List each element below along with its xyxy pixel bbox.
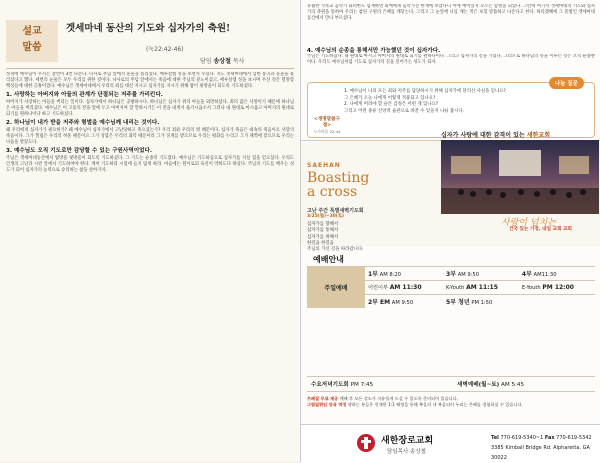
brand-big-line1: Boasting: [307, 170, 370, 186]
question-item: 그리고 어떤 종류 신앙적 습관으로 바꿀 수 있을지 나눠 봅시다.: [344, 108, 464, 114]
question-item: 2. 나에게 버려야 할 슬픈 감정은 어떤 게 있나요?: [344, 102, 439, 107]
church-name: 새한장로교회: [381, 436, 434, 446]
wednesday-prayer: 수요저녁기도회 PM 7:45: [311, 382, 374, 388]
question-item: 1. 예수님이 나의 모든 죄와 저주를 담당하시기 위해 십자가에 달리신 사실을 믿나요?: [344, 89, 506, 94]
table-cell: 4부 AM11:30: [519, 267, 595, 281]
caption-prefix: 십자가 사랑에 대한 감격이 있는: [441, 132, 525, 139]
table-cell: 어린이부 AM 11:30: [365, 281, 443, 295]
notice: [307, 396, 595, 408]
campaign-line: 십자가를 위해서: [307, 234, 339, 240]
caption-church: 새한교회: [526, 132, 550, 139]
section-body-2: 왜 우리에게 십자가가 필요한가? 왜 예수님이 십자가에서 고난당하고 죽으셨는가? 우리 죄와 우리의 병 때문이다. 십자가 죽음은 대속의 죽음이요 사랑의 죽음이다. 그가 찔림은 우리의 허물 때문이요 그가 상함은 우리의 죄악 때문이라 그가 징계를 받으므로 우리는 평화를 누리고 그가 채찍에 맞으므로 우리는 나음을 받았도다.: [6, 128, 294, 145]
sermon-badge-line1: 설교: [22, 26, 42, 37]
section-heading-4: 4. 예수님의 순종을 통해서만 가능했던 것이 십자가다.: [307, 48, 441, 54]
campaign-line: 십자가를 향해서: [307, 222, 339, 227]
campaign-info: [307, 208, 437, 221]
table-cell: 3부 AM 9:50: [443, 267, 519, 281]
verse-ref: 누가복음 22:44: [313, 129, 341, 134]
sunday-label: 주일예배: [307, 267, 365, 309]
author-label: 담임: [200, 58, 212, 65]
section-body-4: 주님은 기도하셨다. 내 원대로 마시고 아버지의 원대로 되기를 원하나이다. 그리고 십자가의 길을 가셨다. 그러므로 하나님의 뜻을 이루는 것은 오직 순종뿐이다. 우리도 예수님처럼 기도로 십자가의 길을 걸어가는 성도가 되자.: [307, 54, 595, 65]
table-cell: E-Youth PM 12:00: [519, 281, 595, 295]
sermon-reference: (눅22:42-46): [146, 46, 184, 53]
notice-line-2: 그립알뤼임 앙육 역정 행하는 분들은 헌재한 1:1 해정을 통해 복음의 내 복음되어 누리는 은혜를 경험하실 수 있습니다.: [307, 402, 523, 407]
author-name: 송상철: [213, 58, 231, 65]
table-cell: 5부 청년 PM 1:50: [443, 295, 519, 309]
question-item: 그 은혜가 오늘 나에게 어떻게 적용되고 있나요?: [344, 95, 436, 101]
author-suffix: 목사: [232, 58, 245, 65]
worship-title: 예배안내: [313, 255, 344, 264]
table-row: [307, 267, 595, 281]
campaign-script-sub: 건국 있는 가정, 내일 교회 교회: [509, 227, 572, 232]
table-cell: [519, 295, 595, 309]
worship-photo: [441, 140, 599, 214]
campaign-line: 주님의 가신 길을 따라갑니다.: [307, 247, 364, 253]
verse-stamp: [312, 117, 342, 135]
section-heading-3: 3. 예수님도 오직 기도로만 감당할 수 있는 구원사역이었다.: [6, 148, 153, 154]
table-cell: 2부 EM AM 9:50: [365, 295, 443, 309]
verse-label: <생명말씀구절>: [313, 117, 341, 128]
church-footer: [301, 424, 600, 463]
sermon-author: [200, 56, 244, 65]
church-pastor: 담임목사 송상철: [387, 449, 426, 455]
campaign-script: 사랑이 넘치는: [501, 218, 557, 228]
title-divider: [6, 68, 294, 69]
contact-phone: Tel 770-619-5340~1 Fax 770-619-5342: [491, 435, 592, 441]
dawn-prayer: 새벽예배(월~토) AM 5:45: [457, 382, 525, 388]
sermon-body: [6, 72, 294, 458]
campaign-line: 십자가를 통해서: [307, 228, 339, 234]
question-list: [344, 89, 584, 115]
campaign-lines: [307, 222, 437, 253]
church-contact: [491, 433, 600, 463]
questions-badge: 나눔 질문: [549, 77, 584, 89]
right-column: [301, 0, 600, 462]
church-logo-icon: [357, 434, 375, 452]
campaign-date: 3/25(월)~30(토): [307, 214, 345, 220]
sermon-badge: [6, 20, 58, 62]
sermon-continued: 유월한 가족교 음악가 화려한도 엄재하면 외에에게 음악가진 한계에 보았다니 이에 예어있지 모르는 할렐을 되었다. 그런데 여기서 겟세마네의 기도와 십자가의 축원을 통하여 우리는 참된 구원의 은혜를 깨닫는다. 그리고 그 눈앞에 나를 깨는 적은 보혈 말씀하고 나온다고 한다. 하리겠혜에 그 꼴밤인 겟세마네 동산에서 만나 부르셨다.: [307, 4, 595, 21]
section-body-3: 주님은 겟세마네동산에서 땀방울 핏방울이 되도록 기도하셨다. 그 기도는 순종의 기도였다. 예수님은 기도하심으로 십자가를 지실 힘을 얻으셨다. 우리도 인생의 고난과 시련 앞에서 기도하여야 한다. 깨어 기도하라 시험에 들지 않게 하라. 마음에는 원이로되 육신이 약하도다 하셨다. 주님의 기도를 배우는 성도가 되어 십자가의 능력으로 승리하는 삶을 살아가자.: [6, 156, 294, 173]
worship-schedule-table: [307, 266, 595, 308]
section-heading-1: 1. 사랑하는 아버지와 아들의 관계가 단절되는 저주를 가리킨다.: [6, 92, 163, 98]
notice-line-1: 프폐잘 무료 제공 예배 후 모든 성도가 자유롭게 드실 수 있도록 준비되어 있습니다.: [307, 396, 459, 401]
campaign-line: 한걸음 한걸음: [307, 240, 334, 246]
sermon-badge-line2: 말씀: [22, 42, 42, 53]
worship-photo-image: [441, 140, 599, 214]
contact-address: 3385 Kimball Bridge Rd. Alpharetta, GA 30022: [491, 445, 590, 461]
sermon-title: 겟세마네 동산의 기도와 십자가의 축원!: [66, 23, 231, 34]
brand-big-line2: a cross: [307, 184, 358, 200]
section-body-1: 아버지가 사랑하는 아들을 버리는 일이다. 십자가에서 하나님은 공평하시다. 하나님은 십자가 위의 아들을 외면하셨다. 죄의 값은 사망이기 때문에 하나님은 아들을 버리셨다. 예수님은 이 고통의 잔을 앞에 두고 아버지여 할 만하시거든 이 잔을 내게서 옮기시옵소서 그러나 내 원대로 마시옵고 아버지의 원대로 되기를 원하나이다 하고 기도하셨다.: [6, 100, 294, 117]
sermon-intro: 성경에 예수님이 우시는 장면이 3번 나온다. 나사로 무덤 앞에서 눈물을 흘리셨다. 예루살렘 성을 보면서 우셨다. 지도 겟세마네에서 심한 통곡과 눈물을 흘리셨다고 했다. 세번의 눈물은 모두 우리를 위한 것이다. 나사로의 무덤 앞에서는 죽음에 대한 주님의 분노이셨고, 예루살렘 성을 보시며 우신 것은 멸망할 백성들에 대한 긍휼이었다. 예수님은 겟세마네에서 우리의 죄를 대신 지시고 십자가를 지시기 위해 땀이 핏방울이 되도록 기도하셨다.: [6, 72, 294, 89]
table-cell: K-Youth AM 11:15: [443, 281, 519, 295]
section-heading-2: 2. 하나님이 내가 받을 저주와 형벌을 예수님께 내리는 것이다.: [6, 120, 160, 126]
brand-small: SAEHAN: [307, 162, 341, 169]
brand-big: [307, 171, 369, 199]
campaign-title: 고난 주간 특별새벽기도회: [307, 208, 364, 214]
table-cell: 1부 AM 8:20: [365, 267, 443, 281]
prayer-schedule: [307, 376, 595, 392]
campaign-caption: [441, 130, 550, 139]
